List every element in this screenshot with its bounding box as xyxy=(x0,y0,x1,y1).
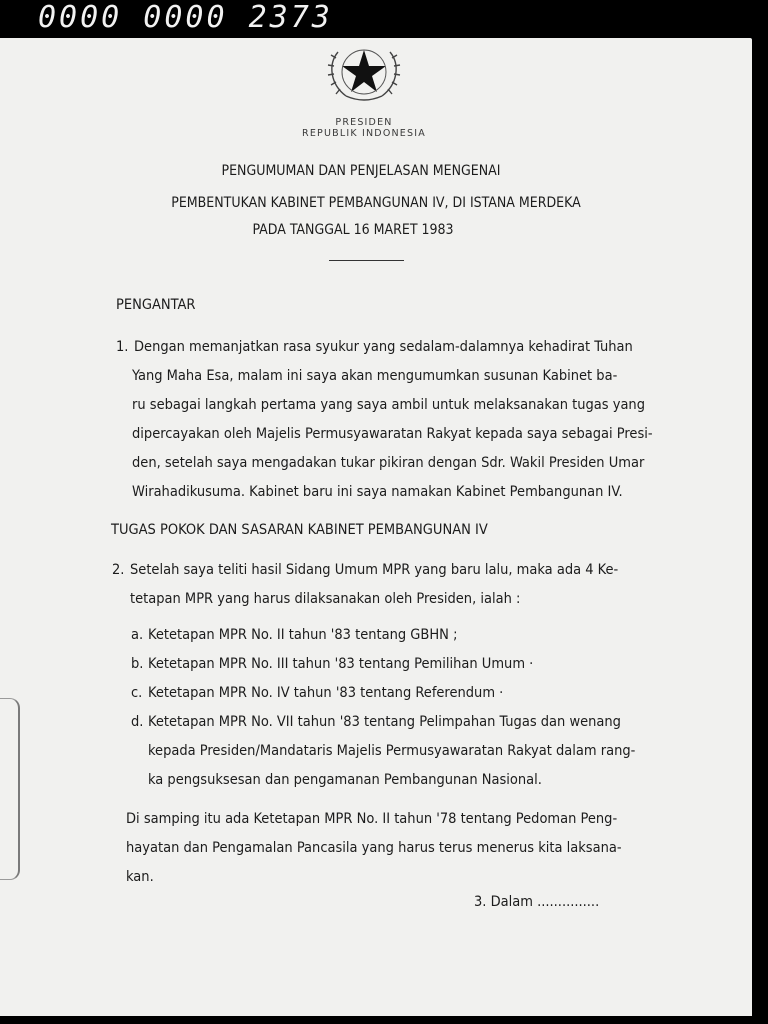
list-label-c: c. xyxy=(131,685,143,701)
letterhead-line-2: REPUBLIK INDONESIA xyxy=(302,128,426,139)
list-item-a: Ketetapan MPR No. II tahun '83 tentang GBHN ; xyxy=(148,627,458,643)
paragraph-1-line: den, setelah saya mengadakan tukar pikiran dengan Sdr. Wakil Presiden Umar xyxy=(132,455,645,471)
section-heading-pengantar: PENGANTAR xyxy=(116,297,196,313)
paragraph-1-line: Wirahadikusuma. Kabinet baru ini saya namakan Kabinet Pembangunan IV. xyxy=(132,484,623,500)
presidential-emblem-icon xyxy=(322,40,406,106)
item-number-2: 2. xyxy=(112,562,125,578)
section-heading-tugas-pokok: TUGAS POKOK DAN SASARAN KABINET PEMBANGUNAN IV xyxy=(111,522,488,538)
title-line-2: PEMBENTUKAN KABINET PEMBANGUNAN IV, DI ISTANA MERDEKA xyxy=(171,195,581,211)
paragraph-1-line: Yang Maha Esa, malam ini saya akan mengumumkan susunan Kabinet ba- xyxy=(132,368,618,384)
list-label-a: a. xyxy=(131,627,144,643)
list-label-d: d. xyxy=(131,714,144,730)
title-divider xyxy=(329,260,404,261)
list-item-d-continued: ka pengsuksesan dan pengamanan Pembangunan Nasional. xyxy=(148,772,542,788)
letterhead-line-1: PRESIDEN xyxy=(335,117,393,128)
list-item-c: Ketetapan MPR No. IV tahun '83 tentang Referendum · xyxy=(148,685,504,701)
document-page xyxy=(0,38,752,1016)
closing-paragraph-line: hayatan dan Pengamalan Pancasila yang harus terus menerus kita laksana- xyxy=(126,840,622,856)
film-frame-number: 0000 0000 2373 xyxy=(38,0,333,35)
page-edge-shadow xyxy=(0,698,20,880)
paragraph-1-line: Dengan memanjatkan rasa syukur yang sedalam-dalamnya kehadirat Tuhan xyxy=(134,339,633,355)
list-item-d: Ketetapan MPR No. VII tahun '83 tentang Pelimpahan Tugas dan wenang xyxy=(148,714,621,730)
paragraph-2-line: Setelah saya teliti hasil Sidang Umum MPR yang baru lalu, maka ada 4 Ke- xyxy=(130,562,619,578)
list-label-b: b. xyxy=(131,656,144,672)
film-strip xyxy=(0,0,768,38)
item-number-1: 1. xyxy=(116,339,129,355)
continuation-note: 3. Dalam ............... xyxy=(474,894,600,910)
closing-paragraph-line: kan. xyxy=(126,869,154,885)
paragraph-1-line: ru sebagai langkah pertama yang saya ambil untuk melaksanakan tugas yang xyxy=(132,397,645,413)
title-line-3: PADA TANGGAL 16 MARET 1983 xyxy=(252,222,454,238)
closing-paragraph-line: Di samping itu ada Ketetapan MPR No. II tahun '78 tentang Pedoman Peng- xyxy=(126,811,618,827)
list-item-b: Ketetapan MPR No. III tahun '83 tentang Pemilihan Umum · xyxy=(148,656,534,672)
title-line-1: PENGUMUMAN DAN PENJELASAN MENGENAI xyxy=(221,163,501,179)
paragraph-2-line: tetapan MPR yang harus dilaksanakan oleh Presiden, ialah : xyxy=(130,591,521,607)
paragraph-1-line: dipercayakan oleh Majelis Permusyawaratan Rakyat kepada saya sebagai Presi- xyxy=(132,426,653,442)
list-item-d-continued: kepada Presiden/Mandataris Majelis Permusyawaratan Rakyat dalam rang- xyxy=(148,743,636,759)
